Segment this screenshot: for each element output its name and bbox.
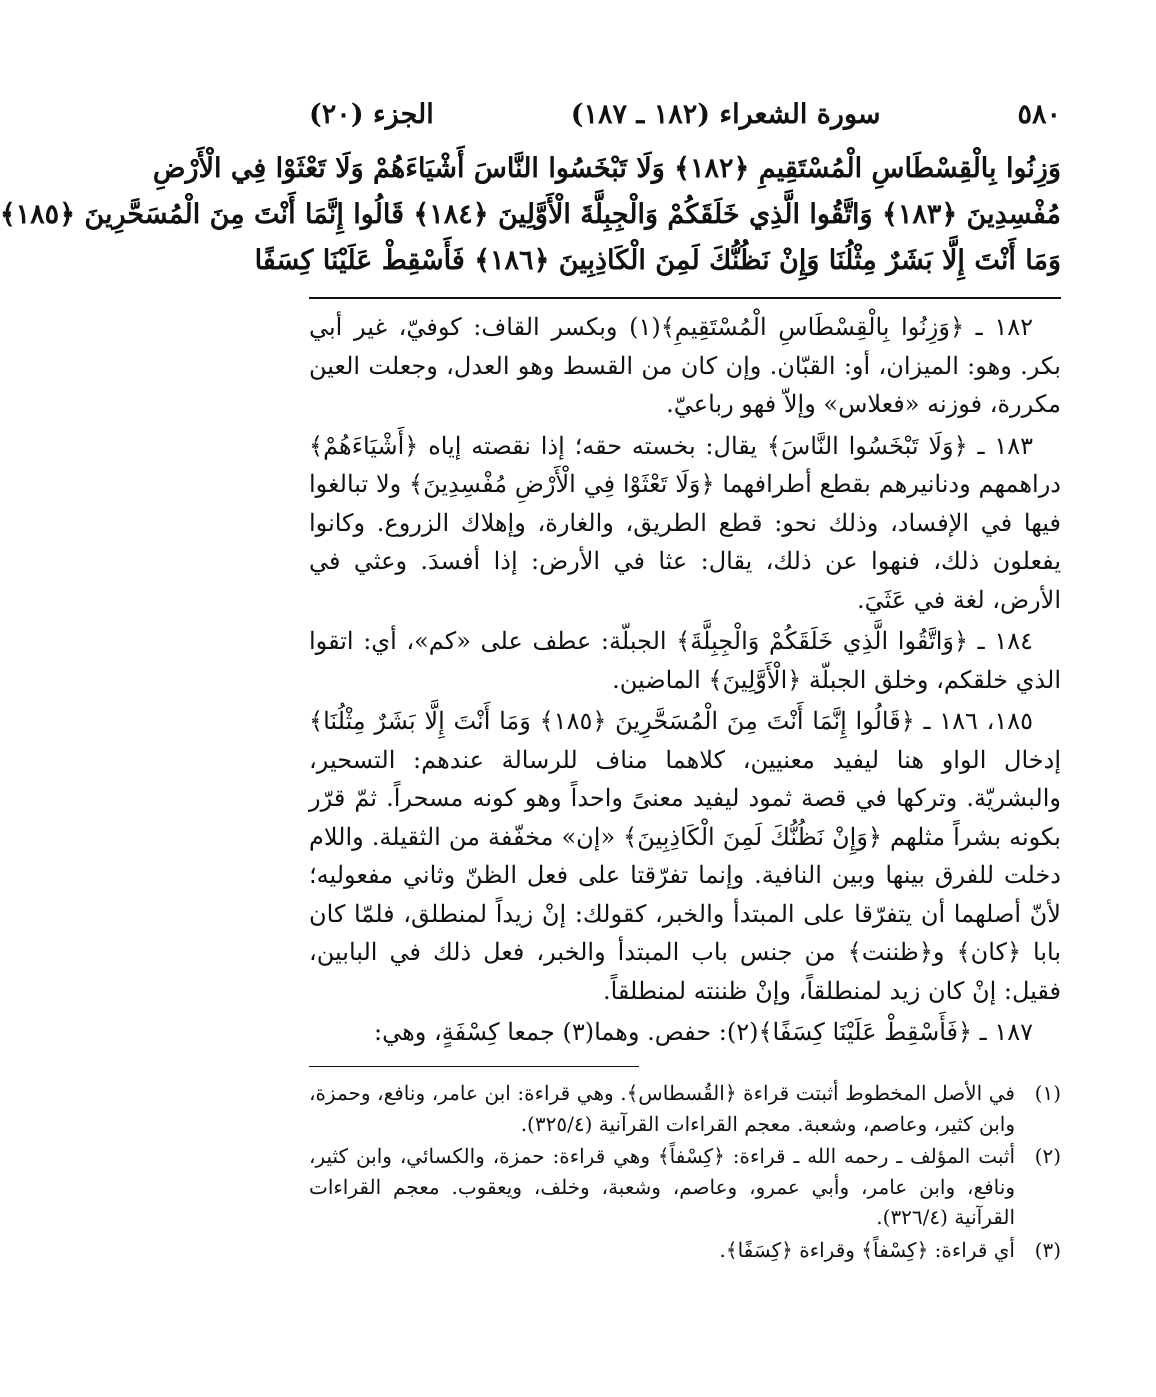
footnotes — [309, 1078, 1061, 1265]
commentary-paragraph: ١٨٧ ـ ﴿فَأَسْقِطْ عَلَيْنَا كِسَفًا﴾(٢): حفص. وهما(٣) جمعا كِسْفَةٍ، وهي: — [374, 1018, 1033, 1046]
footnote-mark: (٣) — [1034, 1237, 1061, 1262]
footnote-mark: (١) — [1034, 1081, 1061, 1105]
commentary-paragraph: ١٨٢ ـ ﴿وَزِنُوا بِالْقِسْطَاسِ الْمُسْتَقِيمِ﴾(١) وبكسر القاف: كوفيّ، غير أبي بكر. وهو: الميزان، أو: القبّان. وإن كان من القسط وهو العدل، وجعلت العين مكررة، فوزنه «فعلاس» وإلاّ فهو رباعيّ. — [309, 313, 1061, 418]
juz-label: الجزء (٢٠) — [309, 98, 434, 130]
footnote — [309, 1235, 1061, 1266]
footnote — [309, 1078, 1061, 1139]
commentary-paragraph: ١٨٥، ١٨٦ ـ ﴿قَالُوا إِنَّمَا أَنْتَ مِنَ الْمُسَحَّرِينَ ﴿١٨٥﴾ وَمَا أَنْتَ إِلَّا بَشَرٌ مِثْلُنَا﴾ إدخال الواو هنا ليفيد معنيين، كلاهما مناف للرسالة عندهم: التسحير، والبشريّة. وتركها في قصة ثمود ليفيد معنىً واحداً وهو كونه مسحراً. ثمّ قرّر بكونه بشراً مثلهم ﴿وَإِنْ نَظُنُّكَ لَمِنَ الْكَاذِبِينَ﴾ «إن» مخفّفة من الثقيلة. واللام دخلت للفرق بينها وبين النافية. وإنما تفرّقتا على فعل الظنّ وثاني مفعوليه؛ لأنّ أصلهما أن يتفرّقا على المبتدأ والخبر، كقولك: إنْ زيداً لمنطلق، فلمّا كان بابا ﴿كان﴾ و﴿ظننت﴾ من جنس باب المبتدأ والخبر، فعل ذلك في البابين، فقيل: إنْ كان زيد لمنطلقاً، وإنْ ظننته لمنطلقاً. — [309, 707, 1061, 1005]
verse-line: وَزِنُوا بِالْقِسْطَاسِ الْمُسْتَقِيمِ ﴿١٨٢﴾ وَلَا تَبْخَسُوا النَّاسَ أَشْيَاءَهُمْ وَلَا تَعْثَوْا فِي الْأَرْضِ — [152, 153, 1061, 184]
verse-line: وَمَا أَنْتَ إِلَّا بَشَرٌ مِثْلُنَا وَإِنْ نَظُنُّكَ لَمِنَ الْكَاذِبِينَ ﴿١٨٦﴾ فَأَسْقِطْ عَلَيْنَا كِسَفًا — [254, 245, 1061, 276]
footnote — [309, 1141, 1061, 1233]
verses-divider — [309, 297, 1061, 299]
verse-line: مُفْسِدِينَ ﴿١٨٣﴾ وَاتَّقُوا الَّذِي خَلَقَكُمْ وَالْجِبِلَّةَ الْأَوَّلِينَ ﴿١٨٤﴾ قَالُوا إِنَّمَا أَنْتَ مِنَ الْمُسَحَّرِينَ ﴿١٨٥﴾ — [0, 199, 1061, 230]
page-header — [309, 92, 1061, 136]
footnote-divider — [309, 1066, 639, 1067]
tafsir-commentary — [309, 308, 1061, 1052]
commentary-paragraph: ١٨٤ ـ ﴿وَاتَّقُوا الَّذِي خَلَقَكُمْ وَالْجِبِلَّةَ﴾ الجبلّة: عطف على «كم»، أي: اتقوا الذي خلقكم، وخلق الجبلّة ﴿الْأَوَّلِينَ﴾ الماضين. — [309, 627, 1061, 694]
footnote-mark: (٢) — [1034, 1144, 1061, 1168]
footnote-text: أي قراءة: ﴿كِسْفاً﴾ وقراءة ﴿كِسَفًا﴾. — [719, 1237, 1015, 1262]
surah-title: سورة الشعراء (١٨٢ ـ ١٨٧) — [570, 98, 881, 130]
commentary-paragraph: ١٨٣ ـ ﴿وَلَا تَبْخَسُوا النَّاسَ﴾ يقال: بخسته حقه؛ إذا نقصته إياه ﴿أَشْيَاءَهُمْ﴾ دراهمهم ودنانيرهم بقطع أطرافهما ﴿وَلَا تَعْثَوْا فِي الْأَرْضِ مُفْسِدِينَ﴾ ولا تبالغوا فيها في الإفساد، وذلك نحو: قطع الطريق، والغارة، وإهلاك الزروع. وكانوا يفعلون ذلك، فنهوا عن ذلك، يقال: عثا في الأرض: إذا أفسدَ. وعثي في الأرض، لغة في عَثَيَ. — [309, 431, 1061, 614]
footnote-text: أثبت المؤلف ـ رحمه الله ـ قراءة: ﴿كِسْفاً﴾ وهي قراءة: حمزة، والكسائي، وابن كثير، ونافع، وابن عامر، وأبي عمرو، وعاصم، وشعبة، وخلف، ويعقوب. معجم القراءات القرآنية (٣٢٦/٤). — [309, 1144, 1015, 1229]
page-number: ٥٨٠ — [1017, 98, 1061, 130]
footnote-text: في الأصل المخطوط أثبتت قراءة ﴿القُسطاس﴾. وهي قراءة: ابن عامر، ونافع، وحمزة، وابن كثير، وعاصم، وشعبة. معجم القراءات القرآنية (٣٢٥/٤). — [309, 1081, 1015, 1136]
quran-verses-block — [0, 146, 1061, 284]
